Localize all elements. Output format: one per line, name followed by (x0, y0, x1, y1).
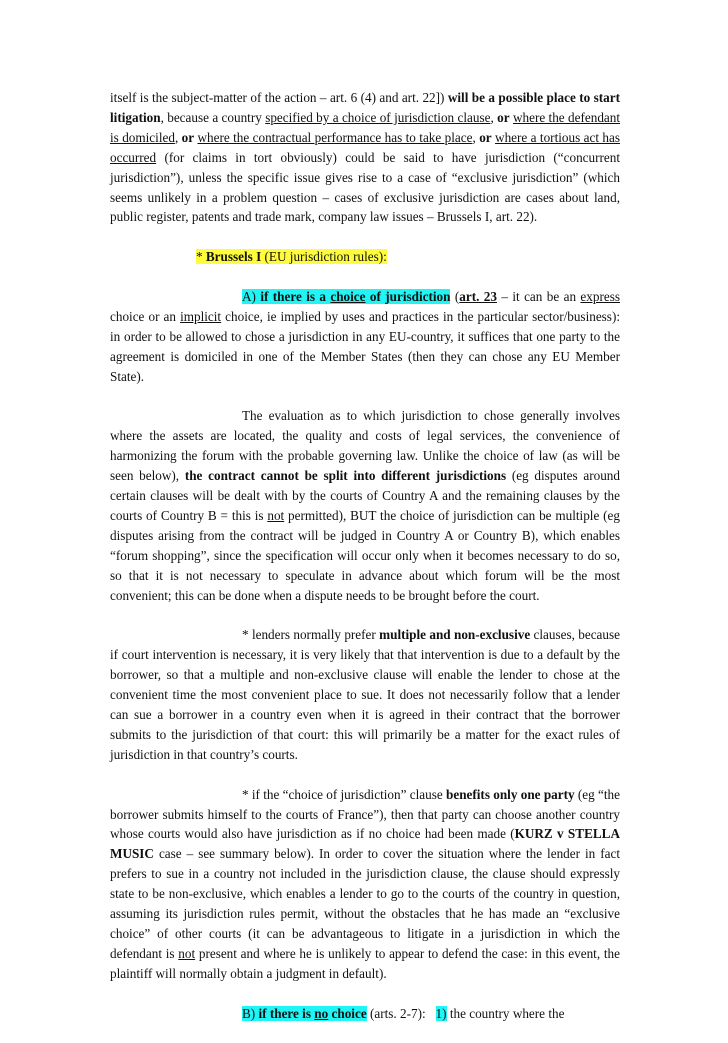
section-b-no-choice: B) if there is no choice (arts. 2-7): 1) the country where the (242, 1005, 565, 1021)
paragraph-one-party: * if the “choice of jurisdiction” clause benefits only one party (eg “the borrower submits himself to the courts of France”), then that party can choose another country whose courts would also have jurisdiction as if no choice had been made (KURZ v STELLA MUSIC case – see summary below). In order to cover the situation where the lender in fact prefers to sue in a country not included in the jurisdiction clause, the clause should expressly state to be non-exclusive, which enables a lender to go to the courts of the country in question, assuming its jurisdiction rules permit, without the obstacles that he has made an “exclusive choice” of other courts (it can be advantageous to litigate in a jurisdiction in which the defendant is not present and where he is unlikely to appear to defend the case: in this event, the plaintiff will normally obtain a judgment in default). (110, 786, 620, 981)
paragraph-lenders: * lenders normally prefer multiple and non-exclusive clauses, because if court intervention is necessary, it is very likely that that intervention is due to a default by the borrower, so that a multiple and non-exclusive clause will enable the lender to chose at the convenient time the most convenient place to sue. It does not necessarily follow that a lender can sue a borrower in a country even when it is agreed in their contract that the borrower submits to the jurisdiction of that court: this will primarily be a matter for the exact rules of jurisdiction in that country’s courts. (110, 627, 620, 762)
paragraph-evaluation: The evaluation as to which jurisdiction to chose generally involves where the assets are located, the quality and costs of legal services, the convenience of harmonizing the forum with the probable governing law. Unlike the choice of law (as will be seen below), the contract cannot be split into different jurisdictions (eg disputes around certain clauses will be dealt with by the courts of Country A and the remaining clauses by the courts of Country B = this is not permitted), BUT the choice of jurisdiction can be multiple (eg disputes arising from the contract will be judged in Country A or Country B), which enables “forum shopping”, since the specification will occur only when it becomes necessary to do so, so that it is not necessary to speculate in advance about which forum will be the most convenient; this can be done when a dispute needs to be brought before the court. (110, 408, 620, 603)
paragraph-concurrent-jurisdiction: itself is the subject-matter of the action – art. 6 (4) and art. 22]) will be a possible place to start litigation, because a country specified by a choice of jurisdiction clause, or where the defendant is domiciled, or where the contractual performance has to take place, or where a tortious act has occurred (for claims in tort obviously) could be said to have jurisdiction (“concurrent jurisdiction”), unless the specific issue gives rise to a case of “exclusive jurisdiction” (which seems unlikely in a problem question – cases of exclusive jurisdiction are cases about land, public register, patents and trade mark, company law issues – Brussels I, art. 22). (110, 90, 621, 225)
heading-brussels-i: * Brussels I (EU jurisdiction rules): (196, 249, 387, 265)
section-a-choice-of-jurisdiction: A) if there is a choice of jurisdiction (art. 23 – it can be an express choice or an implicit choice, ie implied by uses and practices in the particular sector/business): in order to be allowed to chose a jurisdiction in any EU-country, it suffices that one party to the agreement is domiciled in one of the Member States (then they can chose any EU Member State). (110, 289, 620, 384)
document-page (110, 88, 620, 1043)
